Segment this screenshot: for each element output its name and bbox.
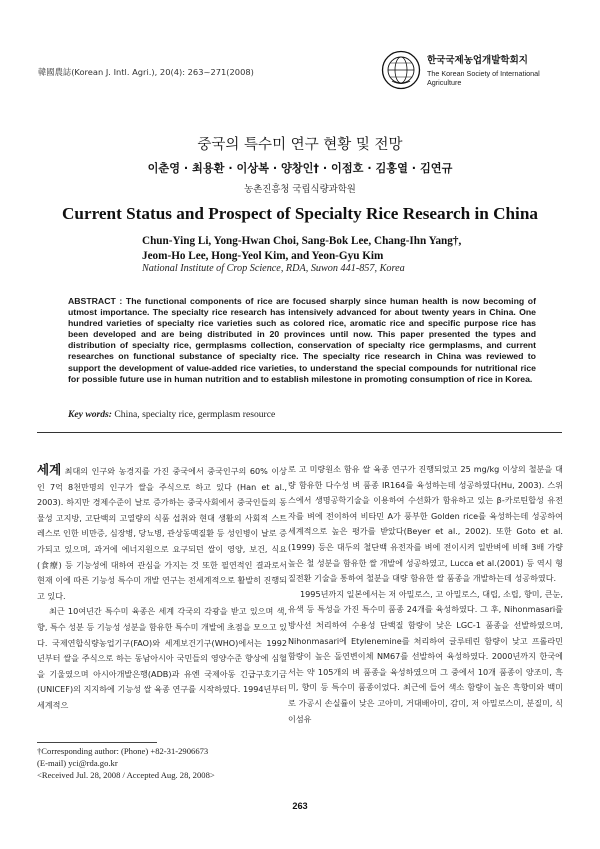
footnote-divider — [37, 742, 157, 743]
abstract — [68, 296, 536, 385]
body-paragraph: 로 고 미량원소 함유 쌀 육종 연구가 진행되었고 25 mg/kg 이상의 철분을 대량 함유한 다수성 벼 품종 IR164를 육성하는데 성공하였다(Hu, 2003). 스위스에서 생명공학기술을 이용하여 수선화가 함유하고 있는 β-카로틴합성 유전자를 벼에 전이하여 비타민 A가 풍부한 Golden rice를 육성하는데 성공하여 세계적으로 높은 평가를 받았다(Beyer et al., 2002). 또한 Goto et al.(1999) 등은 대두의 철단백 유전자를 벼에 전이시켜 일반벼에 비해 3배 가량 높은 철 성분을 함유한 쌀 개발에 성공하였고, Lucca et al.(2001) 등 역시 형질전환 기술을 통하여 철분을 대량 함유한 쌀 품종을 개발하는데 성공하였다. — [288, 464, 563, 584]
footnote-email: (E-mail) yci@rda.go.kr — [37, 758, 118, 768]
authors-english — [142, 234, 562, 264]
abstract-label: ABSTRACT : — [68, 296, 123, 306]
authors-english-line1: Chun-Ying Li, Yong-Hwan Choi, Sang-Bok Lee, Chang-Ihn Yang†, — [142, 235, 462, 247]
society-logo-icon — [381, 50, 421, 90]
page-number: 263 — [292, 801, 308, 811]
society-name-ko: 한국국제농업개발학회지 — [427, 55, 528, 66]
keywords — [68, 409, 536, 420]
body-text: 최대의 인구와 농경지를 가진 중국에서 중국인구의 60% 이상인 7억 8천만명의 인구가 쌀을 주식으로 하고 있다 (Han et al., 2003). 하지만 경제수준이 날로 증가하는 중국사회에서 중국인들의 동물성 고지방, 고단백의 고열량의 식품 섭취와 현대 생활의 사회적 스트레스로 인한 비만증, 심장병, 당뇨병, 관상동맥질환 등 성인병이 날로 증가되고 있으며, 과거에 에너지원으로 요구되던 쌀이 영양, 보건, 식요(食療) 등 기능성에 대하여 관심을 가지는 것 또한 필연적인 결과로서 현재 이에 따른 기능성 특수미 개발 연구는 전세계적으로 활발히 진행되고 있다. — [37, 466, 287, 601]
lead-word: 세계 — [37, 462, 62, 477]
title-korean: 중국의 특수미 연구 현황 및 전망 — [197, 137, 403, 153]
society-logo-block — [381, 50, 561, 96]
journal-reference: 韓國農誌(Korean J. Intl. Agri.), 20(4): 263~271(2008) — [38, 67, 254, 77]
keywords-text: China, specialty rice, germplasm resource — [111, 409, 276, 420]
footnote-corresponding: †Corresponding author: (Phone) +82-31-2906673 — [37, 746, 209, 756]
footnote-received: <Received Jul. 28, 2008 / Accepted Aug. 28, 2008> — [37, 770, 215, 780]
body-column-left — [37, 462, 287, 714]
body-paragraph — [37, 462, 287, 604]
abstract-text: The functional components of rice are focused sharply since human health is now becoming of utmost importance. The specialty rice research has intensively advanced for about twenty years in China. One hundred varieties of specialty rice varieties such as colored rice, aromatic rice and specific purpose rice has been developed and are being distributed in 20 provinces until now. This paper presented the types and distribution of specialty rice, germplasms collection, conservation of specialty rice germplasms, and current researches on functional substance of specialty rice. The specialty rice research in China was reviewed to support the development of value-added rice varieties, to understand the special compounds for nutritional rice for possible future use in human nutrition and to establish milestone in promoting consumption of rice in Korea. — [68, 296, 536, 384]
section-divider — [37, 432, 562, 433]
footnote — [37, 745, 287, 781]
body-paragraph: 1995년까지 일본에서는 저 아밀로스, 고 아밀로스, 대립, 소립, 향미, 큰눈, 유색 등 특성을 가진 특수미 품종 24개를 육성하였다. 그 후, Nihonmasari를 방사선 처리하여 수용성 단백질 함량이 낮은 LGC-1 품종을 선발하였으며, Nihonmasari에 Etylenemine를 처리하여 글루테린 함량이 낮고 프롤라민 함량이 높은 돌연변이체 NM67를 선발하여 육성하였다. 2000년까지 한국에서는 약 105개의 벼 품종을 육성하였으며 그 중에서 10개 품종이 양조미, 흑미, 향미 등 특수미 품종이었다. 최근에 들어 색소 함량이 높은 흑향미와 백미로 가공시 손실률이 낮은 고아미, 거대배아미, 감미, 저 아밀로스미, 분질미, 식이섬유 — [288, 588, 563, 724]
society-name-en-line1: The Korean Society of International — [427, 69, 540, 78]
title-english: Current Status and Prospect of Specialty Rice Research in China — [62, 204, 538, 223]
authors-korean: 이춘영 · 최용환 · 이상복 · 양창인† · 이점호 · 김홍열 · 김연규 — [147, 162, 453, 175]
keywords-label: Key words: — [68, 409, 112, 420]
body-paragraph: 최근 10여년간 특수미 육종은 세계 각국의 각광을 받고 있으며 색, 향, 특수 성분 등 기능성 성분을 함유한 특수미 개발에 초점을 모으고 있다. 국제연합식량농업기구(FAO)와 세계보건기구(WHO)에서는 1992년부터 쌀을 주식으로 하는 동남아시아 국민들의 영양수준 향상에 심혈을 기울였으며 아시아개발은행(ADB)과 유엔 국제아동 긴급구호기금(UNICEF)의 지지하에 기능성 쌀 육종 연구를 시작하였다. 1994년부터 세계적으 — [37, 606, 287, 710]
body-column-right — [288, 462, 563, 727]
institution-korean: 농촌진흥청 국립식량과학원 — [244, 184, 356, 195]
society-name-en-line2: Agriculture — [427, 78, 462, 87]
authors-english-line2: Jeom-Ho Lee, Hong-Yeol Kim, and Yeon-Gyu Kim — [142, 250, 384, 262]
institution-english: National Institute of Crop Science, RDA, Suwon 441-857, Korea — [142, 263, 405, 274]
